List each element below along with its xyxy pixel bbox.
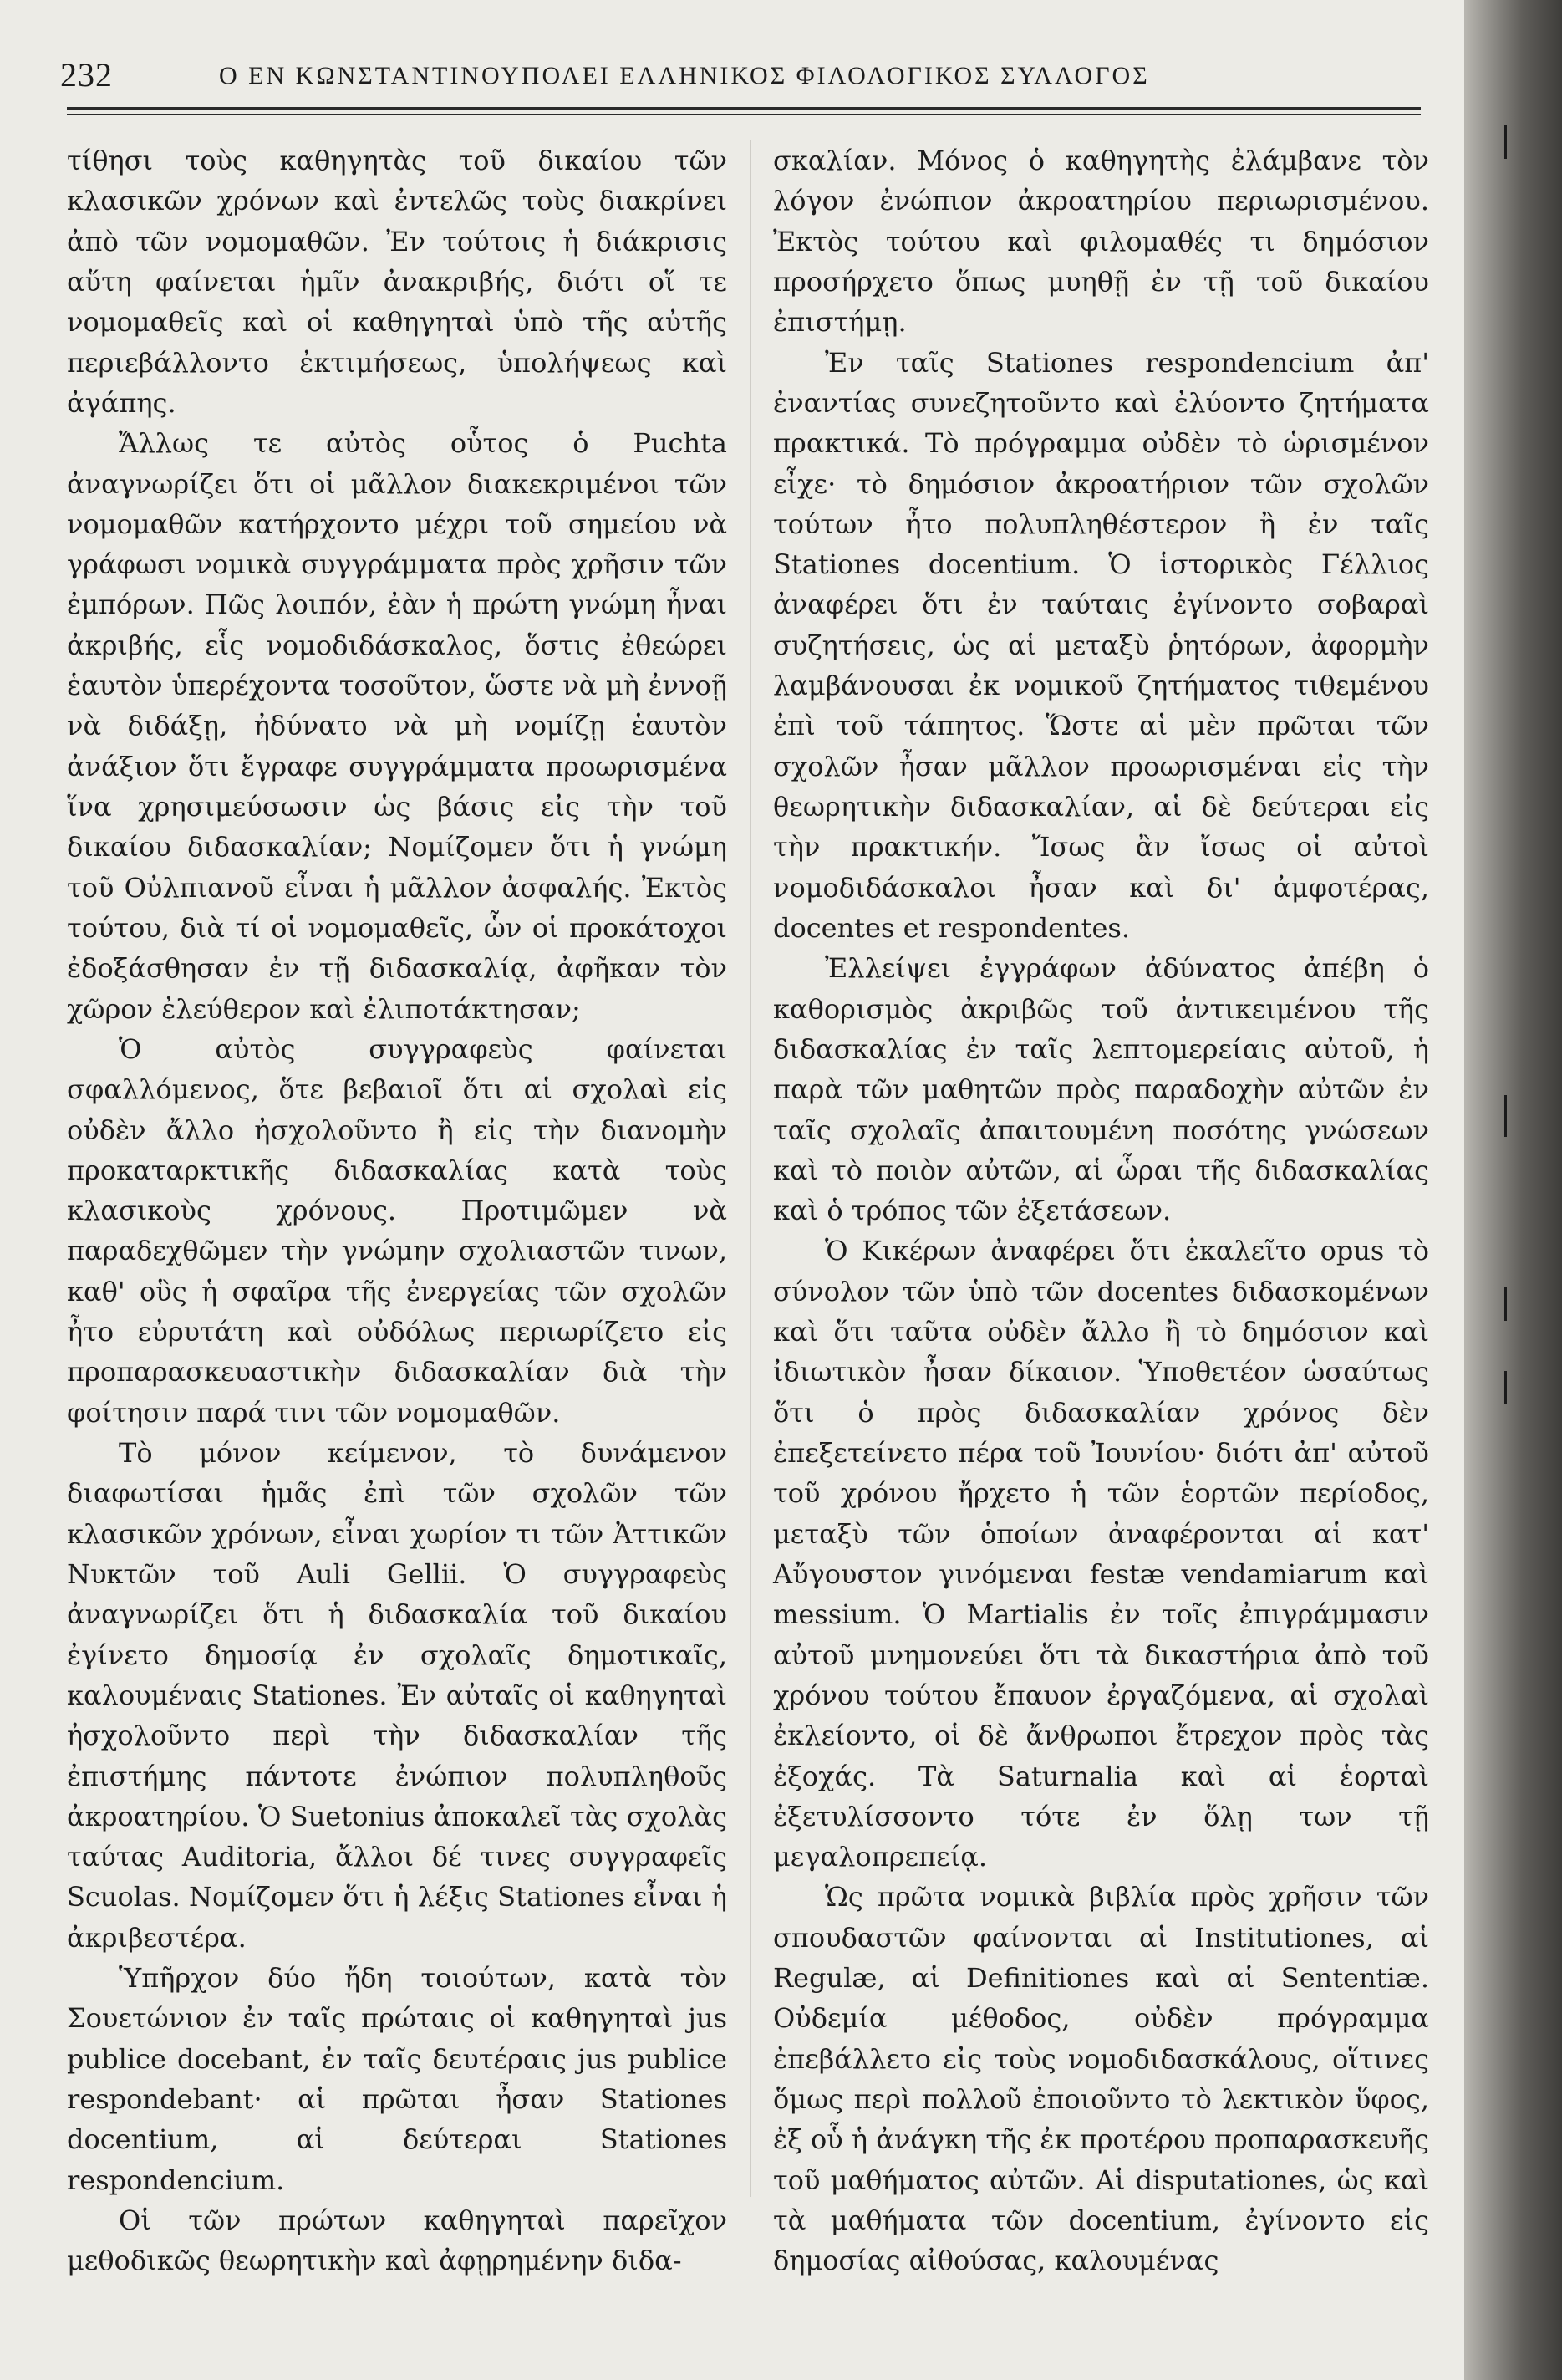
right-column [773,140,1429,2281]
page-number: 232 [60,56,113,94]
paragraph: Ἐλλείψει ἐγγράφων ἀδύνατος ἀπέβη ὁ καθορισμὸς ἀκριβῶς τοῦ ἀντικειμένου τῆς διδασκαλίας ἐν ταῖς λεπτομερείαις αὐτοῦ, ἡ παρὰ τῶν μαθητῶν πρὸς παραδοχὴν αὐτῶν ἐν ταῖς σχολαῖς ἀπαιτουμένη ποσότης γνώσεων καὶ τὸ ποιὸν αὐτῶν, αἱ ὧραι τῆς διδασκαλίας καὶ ὁ τρόπος τῶν ἐξετάσεων. [773,952,1429,1227]
binding-mark [1504,1371,1507,1404]
paragraph: Οἱ τῶν πρώτων καθηγηταὶ παρεῖχον μεθοδικῶς θεωρητικὴν καὶ ἀφῃρημένην διδα- [67,2204,727,2277]
paragraph: Ἐν ταῖς Stationes respondencium ἀπ' ἐναντίας συνεζητοῦντο καὶ ἐλύοντο ζητήματα πρακτικά. Τὸ πρόγραμμα οὐδὲν τὸ ὡρισμένον εἶχε· τὸ δημόσιον ἀκροατήριον τῶν σχολῶν τούτων ἦτο πολυπληθέστερον ἢ ἐν ταῖς Stationes docentium. Ὁ ἱστορικὸς Γέλλιος ἀναφέρει ὅτι ἐν ταύταις ἐγίνοντο σοβαραὶ συζητήσεις, ὡς αἱ μεταξὺ ῥητόρων, ἀφορμὴν λαμβάνουσαι ἐκ νομικοῦ ζητήματος τιθεμένου ἐπὶ τοῦ τάπητος. Ὥστε αἱ μὲν πρῶται τῶν σχολῶν ἦσαν μᾶλλον προωρισμέναι εἰς τὴν θεωρητικὴν διδασκαλίαν, αἱ δὲ δεύτεραι εἰς τὴν πρακτικήν. Ἴσως ἂν ἴσως οἱ αὐτοὶ νομοδιδάσκαλοι ἦσαν καὶ δι' ἀμφοτέρας, docentes et respondentes. [773,346,1429,944]
paragraph: Ὁ αὐτὸς συγγραφεὺς φαίνεται σφαλλόμενος, ὅτε βεβαιοῖ ὅτι αἱ σχολαὶ εἰς οὐδὲν ἄλλο ἠσχολοῦντο ἢ εἰς τὴν διανομὴν προκαταρκτικῆς διδασκαλίας κατὰ τοὺς κλασικοὺς χρόνους. Προτιμῶμεν νὰ παραδεχθῶμεν τὴν γνώμην σχολιαστῶν τινων, καθ' οὓς ἡ σφαῖρα τῆς ἐνεργείας τῶν σχολῶν ἦτο εὐρυτάτη καὶ οὐδόλως περιωρίζετο εἰς προπαρασκευαστικὴν διδασκαλίαν διὰ τὴν φοίτησιν παρά τινι τῶν νομομαθῶν. [67,1032,727,1429]
binding-mark [1504,1095,1507,1137]
header-rule-thin [67,114,1421,115]
paragraph: Ὡς πρῶτα νομικὰ βιβλία πρὸς χρῆσιν τῶν σπουδαστῶν φαίνονται αἱ Institutiones, αἱ Regulæ, αἱ Definitiones καὶ αἱ Sententiæ. Οὐδεμία μέθοδος, οὐδὲν πρόγραμμα ἐπεβάλλετο εἰς τοὺς νομοδιδασκάλους, οἵτινες ὅμως περὶ πολλοῦ ἐποιοῦντο τὸ λεκτικὸν ὕφος, ἐξ οὗ ἡ ἀνάγκη τῆς ἐκ προτέρου προπαρασκευῆς τοῦ μαθήματος αὐτῶν. Αἱ disputationes, ὡς καὶ τὰ μαθήματα τῶν docentium, ἐγίνοντο εἰς δημοσίας αἰθούσας, καλουμένας [773,1881,1429,2277]
binding-mark [1504,125,1507,159]
book-binding-gutter [1464,0,1562,2380]
header-rule-thick [67,107,1421,110]
paragraph: τίθησι τοὺς καθηγητὰς τοῦ δικαίου τῶν κλασικῶν χρόνων καὶ ἐντελῶς τοὺς διακρίνει ἀπὸ τῶν νομομαθῶν. Ἐν τούτοις ἡ διάκρισις αὕτη φαίνεται ἡμῖν ἀνακριβής, διότι οἵ τε νομομαθεῖς καὶ οἱ καθηγηταὶ ὑπὸ τῆς αὐτῆς περιεβάλλοντο ἐκτιμήσεως, ὑπολήψεως καὶ ἀγάπης. [67,145,727,419]
binding-mark [1504,1287,1507,1321]
paragraph: Τὸ μόνον κείμενον, τὸ δυνάμενον διαφωτίσαι ἡμᾶς ἐπὶ τῶν σχολῶν τῶν κλασικῶν χρόνων, εἶναι χωρίον τι τῶν Ἀττικῶν Νυκτῶν τοῦ Auli Gellii. Ὁ συγγραφεὺς ἀναγνωρίζει ὅτι ἡ διδασκαλία τοῦ δικαίου ἐγίνετο δημοσίᾳ ἐν σχολαῖς δημοτικαῖς, καλουμέναις Stationes. Ἐν αὐταῖς οἱ καθηγηταὶ ἠσχολοῦντο περὶ τὴν διδασκαλίαν τῆς ἐπιστήμης πάντοτε ἐνώπιον πολυπληθοῦς ἀκροατηρίου. Ὁ Suetonius ἀποκαλεῖ τὰς σχολὰς ταύτας Auditoria, ἄλλοι δέ τινες συγγραφεῖς Scuolas. Νομίζομεν ὅτι ἡ λέξις Stationes εἶναι ἡ ἀκριβεστέρα. [67,1437,727,1954]
paragraph: σκαλίαν. Μόνος ὁ καθηγητὴς ἐλάμβανε τὸν λόγον ἐνώπιον ἀκροατηρίου περιωρισμένου. Ἐκτὸς τούτου καὶ φιλομαθές τι δημόσιον προσήρχετο ὅπως μυηθῇ ἐν τῇ τοῦ δικαίου ἐπιστήμῃ. [773,145,1429,339]
page-header [60,55,1431,95]
paragraph: Ὁ Κικέρων ἀναφέρει ὅτι ἐκαλεῖτο opus τὸ σύνολον τῶν ὑπὸ τῶν docentes διδασκομένων καὶ ὅτι ταῦτα οὐδὲν ἄλλο ἢ τὸ δημόσιον καὶ ἰδιωτικὸν ἦσαν δίκαιον. Ὑποθετέον ὡσαύτως ὅτι ὁ πρὸς διδασκαλίαν χρόνος δὲν ἐπεξετείνετο πέρα τοῦ Ἰουνίου· διότι ἀπ' αὐτοῦ τοῦ χρόνου ἤρχετο ἡ τῶν ἑορτῶν περίοδος, μεταξὺ τῶν ὁποίων ἀναφέρονται αἱ κατ' Αὔγουστον γινόμεναι festæ vendamiarum καὶ messium. Ὁ Martialis ἐν τοῖς ἐπιγράμμασιν αὐτοῦ μνημονεύει ὅτι τὰ δικαστήρια ἀπὸ τοῦ χρόνου τούτου ἔπαυον ἐργαζόμενα, αἱ σχολαὶ ἐκλείοντο, οἱ δὲ ἄνθρωποι ἔτρεχον πρὸς τὰς ἐξοχάς. Τὰ Saturnalia καὶ αἱ ἑορταὶ ἐξετυλίσσοντο τότε ἐν ὅλῃ των τῇ μεγαλοπρεπείᾳ. [773,1235,1429,1873]
column-gap [750,140,751,2197]
left-column [67,140,727,2281]
running-head: Ο ΕΝ ΚΩΝΣΤΑΝΤΙΝΟΥΠΟΛΕΙ ΕΛΛΗΝΙΚΟΣ ΦΙΛΟΛΟΓΙΚΟΣ ΣΥΛΛΟΓΟΣ [219,62,1150,89]
paragraph: Ἄλλως τε αὐτὸς οὗτος ὁ Puchta ἀναγνωρίζει ὅτι οἱ μᾶλλον διακεκριμένοι τῶν νομομαθῶν κατήρχοντο μέχρι τοῦ σημείου νὰ γράφωσι νομικὰ συγγράμματα πρὸς χρῆσιν τῶν ἐμπόρων. Πῶς λοιπόν, ἐὰν ἡ πρώτη γνώμη ἦναι ἀκριβής, εἷς νομοδιδάσκαλος, ὅστις ἐθεώρει ἑαυτὸν ὑπερέχοντα τοσοῦτον, ὥστε νὰ μὴ ἐννοῇ νὰ διδάξῃ, ἠδύνατο νὰ μὴ νομίζῃ ἑαυτὸν ἀνάξιον ὅτι ἔγραφε συγγράμματα προωρισμένα ἵνα χρησιμεύσωσιν ὡς βάσις εἰς τὴν τοῦ δικαίου διδασκαλίαν; Νομίζομεν ὅτι ἡ γνώμη τοῦ Οὐλπιανοῦ εἶναι ἡ μᾶλλον ἀσφαλής. Ἐκτὸς τούτου, διὰ τί οἱ νομομαθεῖς, ὧν οἱ προκάτοχοι ἐδοξάσθησαν ἐν τῇ διδασκαλίᾳ, ἀφῆκαν τὸν χῶρον ἐλεύθερον καὶ ἐλιποτάκτησαν; [67,427,727,1025]
paragraph: Ὑπῆρχον δύο ἤδη τοιούτων, κατὰ τὸν Σουετώνιον ἐν ταῖς πρώταις οἱ καθηγηταὶ jus publice docebant, ἐν ταῖς δευτέραις jus publice respondebant· αἱ πρῶται ἦσαν Stationes docentium, αἱ δεύτεραι Stationes respondencium. [67,1962,727,2196]
